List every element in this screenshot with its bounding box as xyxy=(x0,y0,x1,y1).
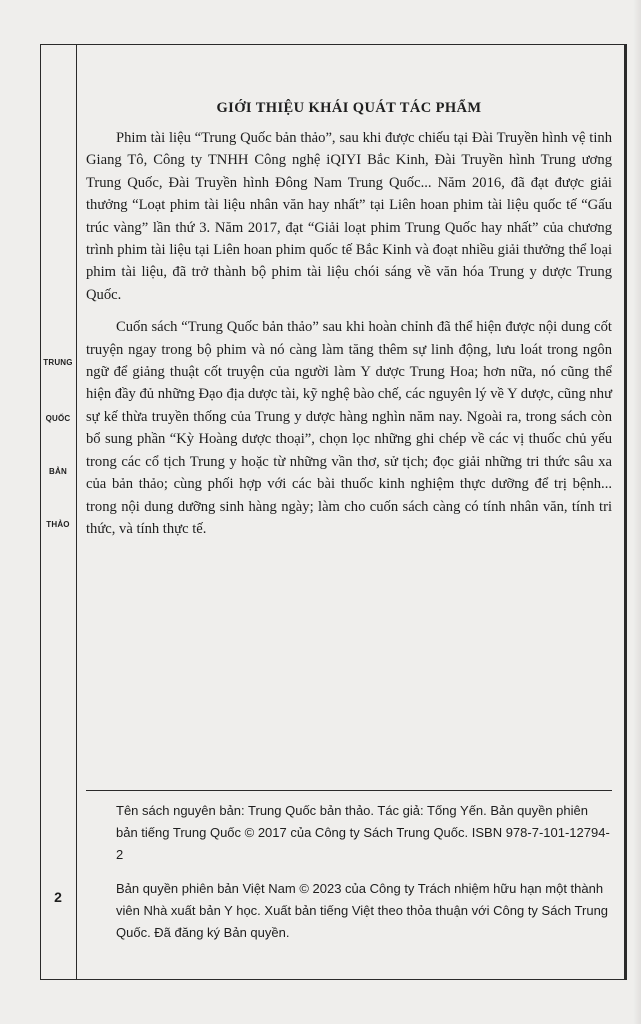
copyright-line-vietnam: Bản quyền phiên bản Việt Nam © 2023 của Công ty Trách nhiệm hữu hạn một thành viên Nhà xuất bản Y học. Xuất bản tiếng Việt theo thỏa thuận với Công ty Sách Trung Quốc. Đã đăng ký Bản quyền. xyxy=(116,881,609,940)
copyright-line-original: Tên sách nguyên bản: Trung Quốc bản thảo. Tác giả: Tống Yến. Bản quyền phiên bản tiếng Trung Quốc © 2017 của Công ty Sách Trung Quốc. ISBN 978-7-101-12794-2 xyxy=(116,803,610,862)
main-content xyxy=(86,100,612,550)
page-title: GIỚI THIỆU KHÁI QUÁT TÁC PHẨM xyxy=(216,100,482,116)
footer-divider xyxy=(86,790,612,791)
sidebar-label-trung: TRUNG xyxy=(43,358,73,367)
page-number: 2 xyxy=(54,889,62,905)
paragraph-1: Phim tài liệu “Trung Quốc bản thảo”, sau khi được chiếu tại Đài Truyền hình vệ tinh Giang Tô, Công ty TNHH Công nghệ iQIYI Bắc Kinh, Đài Truyền hình Trung ương Trung Quốc, Đài Truyền hình Đông Nam Trung Quốc... Năm 2016, đã đạt được giải thưởng “Loạt phim tài liệu nhân văn hay nhất” tại Liên hoan phim tài liệu quốc tế “Gấu trúc vàng” lần thứ 3. Năm 2017, đạt “Giải loạt phim Trung Quốc hay nhất” của chương trình phim tài liệu tại Liên hoan phim quốc tế Bắc Kinh và đoạt nhiều giải thưởng thể loại phim tài liệu, đã trở thành bộ phim tài liệu chói sáng về văn hóa Trung y dược Trung Quốc. xyxy=(86,130,612,303)
sidebar-divider xyxy=(76,44,77,980)
page-edge-shadow xyxy=(633,0,641,1024)
copyright-footer xyxy=(116,800,612,956)
sidebar-label-ban: BẢN xyxy=(49,467,67,476)
paragraph-2: Cuốn sách “Trung Quốc bản thảo” sau khi hoàn chỉnh đã thể hiện được nội dung cốt truyện ngay trong bộ phim và nó càng làm tăng thêm sự linh động, lưu loát trong ngôn ngữ để giảng thuật cốt truyện của người làm Y dược Trung Hoa; hơn nữa, nó cũng thể hiện đầy đủ những Đạo địa dược tài, kỹ nghệ bào chế, các nguyên lý về Y dược, cũng như sự kế thừa truyền thống của Trung y dược hàng nghìn năm nay. Ngoài ra, trong sách còn bổ sung phần “Kỳ Hoàng dược thoại”, chọn lọc những ghi chép về các vị thuốc chủ yếu trong các cổ tịch Trung y hoặc từ những vần thơ, sử tịch; đọc giải những tri thức sâu xa của bản thảo; cùng phối hợp với các bài thuốc kinh nghiệm thực dưỡng để trị bệnh... trong nội dung dưỡng sinh hàng ngày; làm cho cuốn sách càng có tính nhân văn, tính tri thức, và tính thực tế. xyxy=(86,319,612,537)
sidebar-label-quoc: QUỐC xyxy=(45,414,71,423)
sidebar-label-thao: THẢO xyxy=(46,520,70,529)
